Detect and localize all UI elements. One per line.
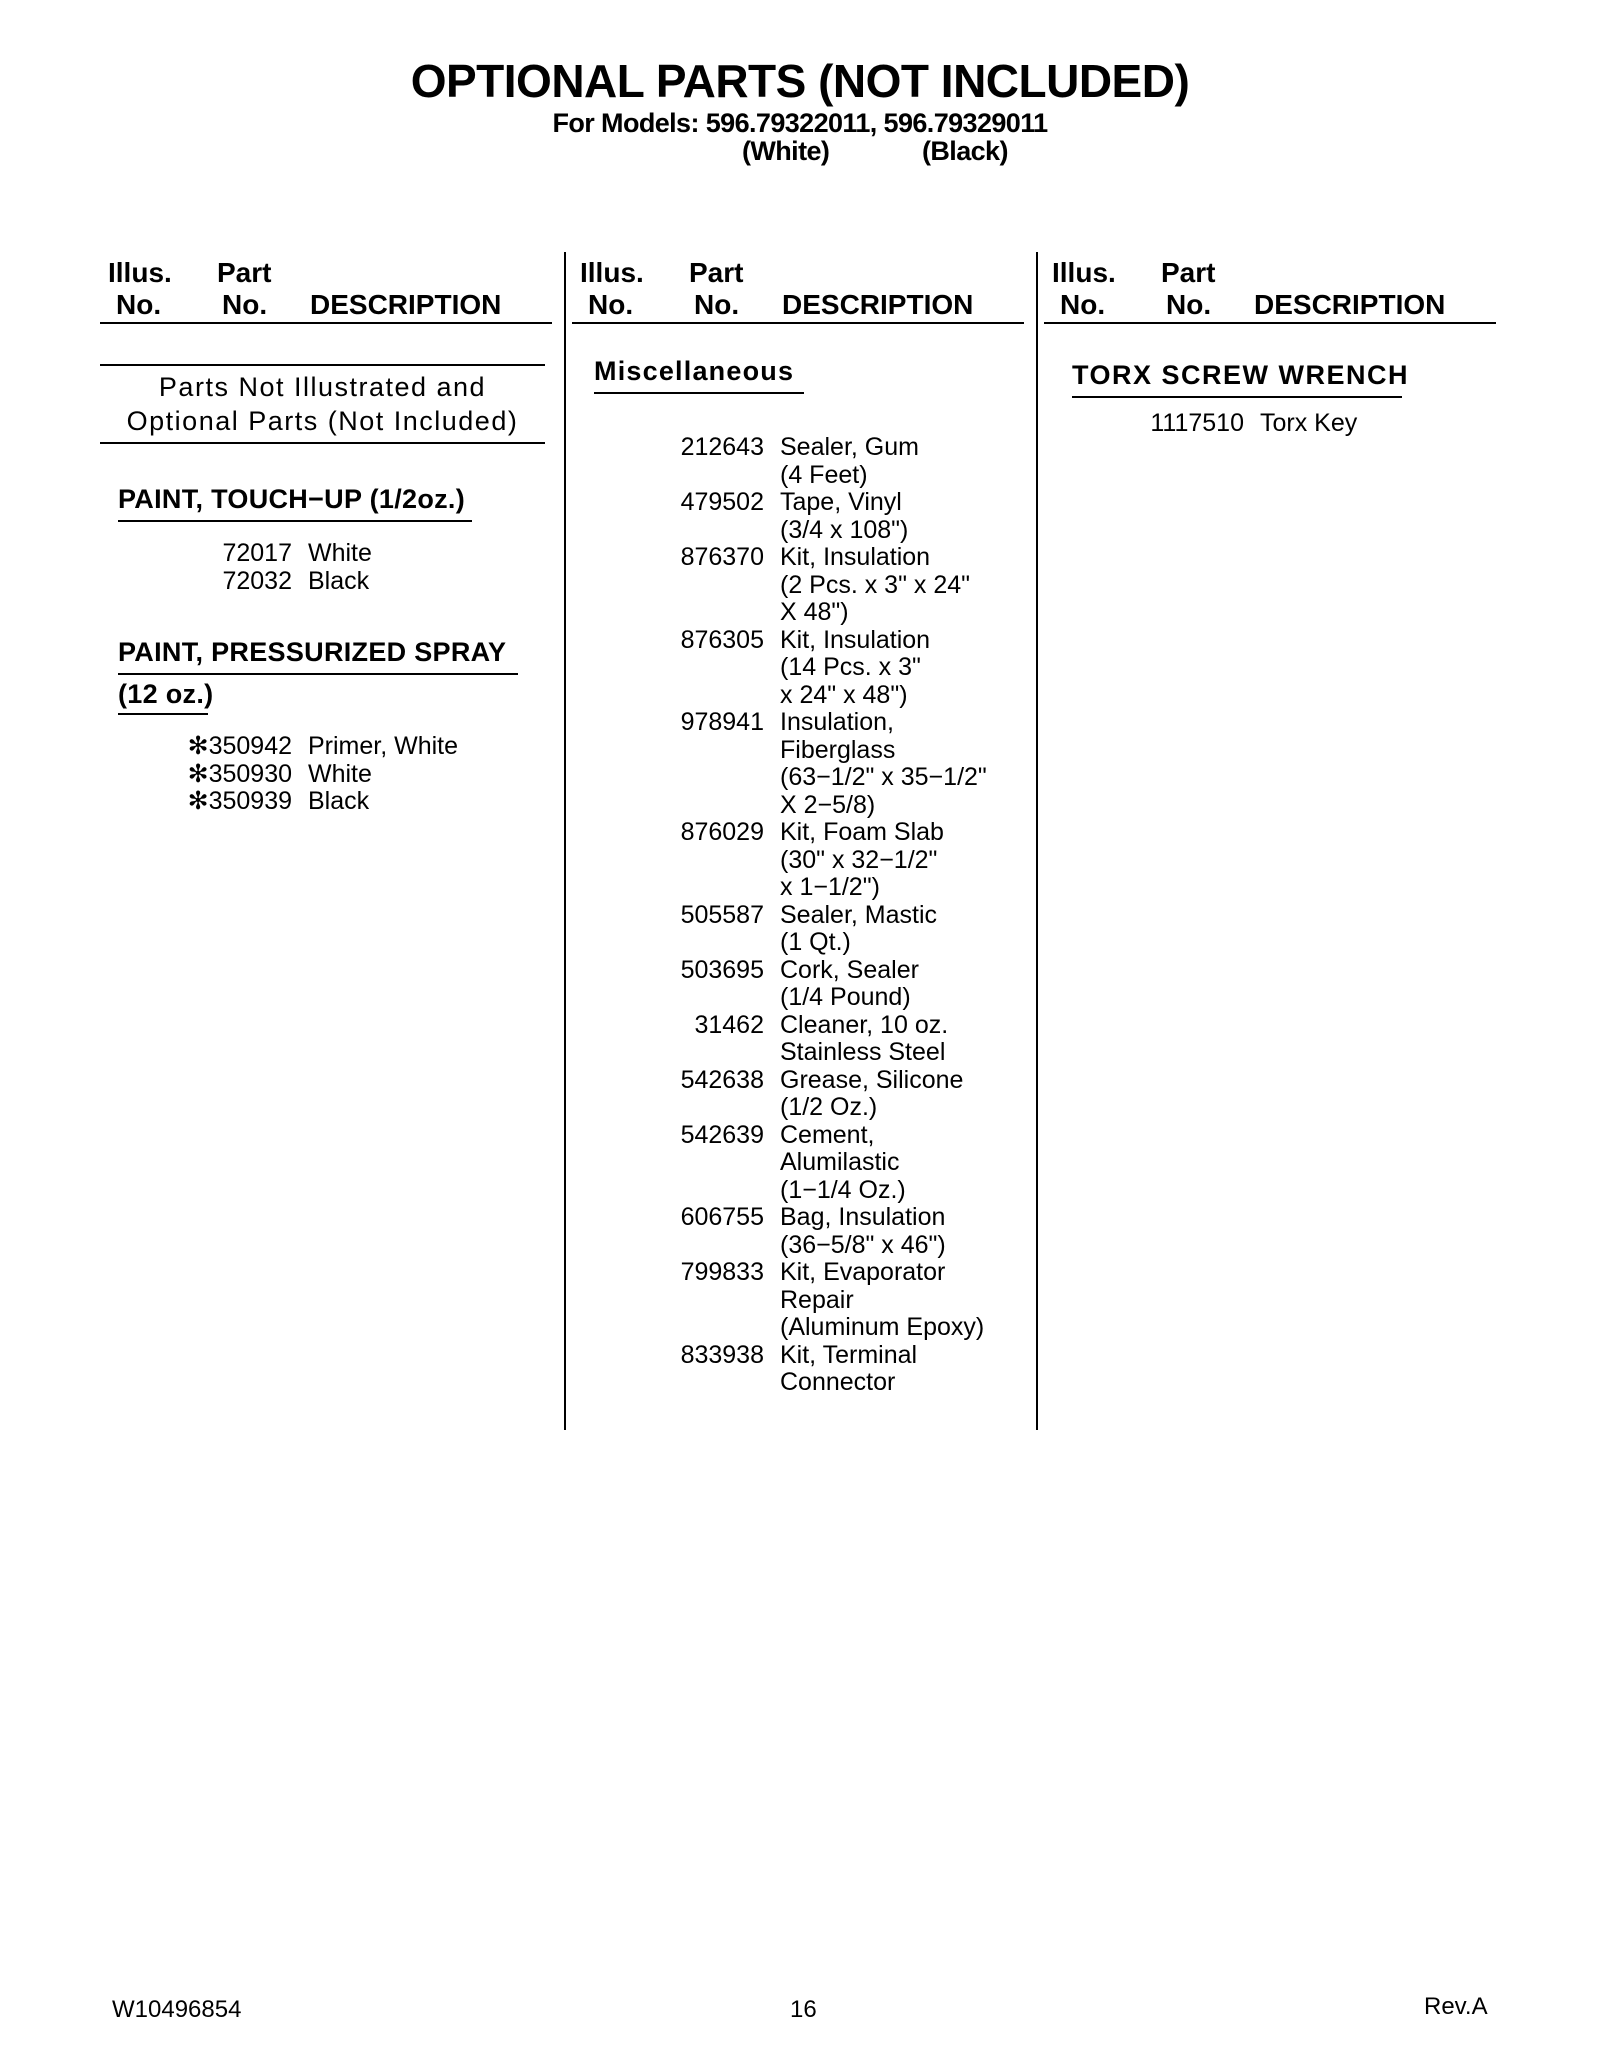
section-title-paint-spray-line2: (12 oz.)	[118, 679, 214, 709]
list-item	[118, 788, 552, 816]
list-item	[572, 929, 1024, 957]
illus-header-line2: No.	[588, 289, 634, 320]
column-divider-2	[1036, 252, 1038, 1430]
box-line-1: Parts Not Illustrated and	[158, 372, 487, 402]
list-item	[572, 819, 1024, 847]
list-item	[1044, 410, 1496, 438]
list-item	[572, 792, 1024, 820]
list-item	[572, 1204, 1024, 1232]
description-header: DESCRIPTION	[782, 289, 974, 320]
models-line: For Models: 596.79322011, 596.79329011	[552, 108, 1048, 138]
part-description: (63−1/2" x 35−1/2"	[780, 763, 987, 791]
not-illustrated-box	[100, 364, 545, 444]
list-item	[572, 1259, 1024, 1287]
section-torx	[1072, 358, 1496, 398]
part-header-line1: Part	[217, 257, 272, 288]
column-2-header	[572, 252, 1024, 324]
part-description: Cement,	[780, 1120, 875, 1149]
column-3-header	[1044, 252, 1496, 324]
list-item	[572, 709, 1024, 737]
part-description: (1/4 Pound)	[780, 983, 911, 1011]
part-number: ✻350930	[187, 759, 292, 788]
part-description: Tape, Vinyl	[780, 488, 902, 516]
list-item	[572, 1232, 1024, 1260]
list-item	[572, 627, 1024, 655]
list-item	[118, 761, 552, 789]
part-description: Torx Key	[1260, 409, 1358, 437]
list-item	[572, 654, 1024, 682]
list-item	[572, 957, 1024, 985]
part-number: 31462	[694, 1010, 764, 1039]
part-header-line1: Part	[689, 257, 744, 288]
part-header-line1: Part	[1161, 257, 1216, 288]
part-description: Alumilastic	[780, 1148, 900, 1176]
part-description: (4 Feet)	[780, 460, 868, 489]
part-description: Grease, Silicone	[780, 1065, 964, 1094]
part-number: 606755	[680, 1203, 764, 1231]
model-color-white: (White)	[742, 136, 830, 166]
part-description: Primer, White	[308, 732, 459, 760]
part-description: Cork, Sealer	[780, 955, 919, 984]
part-number: 72017	[222, 539, 292, 567]
part-number: 505587	[680, 900, 764, 929]
part-description: Kit, Terminal	[780, 1340, 918, 1369]
part-description: (3/4 x 108")	[780, 515, 909, 544]
misc-parts-list	[572, 434, 1024, 1397]
section-title-miscellaneous: Miscellaneous	[594, 356, 795, 386]
part-number: 978941	[680, 708, 764, 736]
part-description: Bag, Insulation	[780, 1203, 946, 1231]
section-title-torx: TORX SCREW WRENCH	[1072, 360, 1410, 390]
part-description: (1/2 Oz.)	[780, 1093, 878, 1121]
part-description: Stainless Steel	[780, 1038, 946, 1066]
section-miscellaneous	[594, 354, 1024, 394]
list-item	[572, 874, 1024, 902]
description-header: DESCRIPTION	[1254, 289, 1446, 320]
list-item	[572, 1177, 1024, 1205]
part-description: Sealer, Mastic	[780, 900, 938, 929]
list-item	[118, 733, 552, 761]
part-description: x 24" x 48")	[780, 680, 908, 709]
description-header: DESCRIPTION	[310, 289, 502, 320]
part-number: 833938	[680, 1340, 764, 1369]
part-description: (30" x 32−1/2"	[780, 845, 938, 874]
box-line-2: Optional Parts (Not Included)	[126, 406, 519, 436]
list-item	[572, 902, 1024, 930]
part-header-line2: No.	[222, 289, 268, 320]
list-item	[572, 1287, 1024, 1315]
revision: Rev.A	[1424, 1993, 1488, 2020]
part-description: Black	[308, 787, 370, 815]
list-item	[572, 434, 1024, 462]
part-description: (1 Qt.)	[780, 928, 851, 956]
list-item	[572, 1094, 1024, 1122]
part-number: 799833	[680, 1258, 764, 1286]
part-header-line2: No.	[1166, 289, 1212, 320]
part-description: (2 Pcs. x 3" x 24"	[780, 570, 971, 599]
column-2	[572, 252, 1024, 1397]
list-item	[572, 462, 1024, 490]
part-number: 72032	[222, 566, 292, 595]
part-description: X 48")	[780, 598, 849, 626]
illus-header-line1: Illus.	[1052, 257, 1116, 288]
column-divider-1	[564, 252, 566, 1430]
list-item	[572, 1149, 1024, 1177]
column-1-header	[100, 252, 552, 324]
part-description: (Aluminum Epoxy)	[780, 1313, 985, 1341]
part-description: White	[308, 759, 372, 788]
section-underline	[118, 520, 472, 522]
section-underline	[594, 392, 804, 394]
list-item	[572, 1314, 1024, 1342]
illus-header-line1: Illus.	[580, 257, 644, 288]
part-description: x 1−1/2")	[780, 873, 880, 901]
list-item	[572, 1342, 1024, 1370]
section-underline	[1072, 396, 1402, 398]
section-underline	[118, 713, 208, 715]
list-item	[572, 572, 1024, 600]
part-number: ✻350942	[187, 732, 292, 760]
part-description: Connector	[780, 1368, 896, 1396]
part-description: White	[308, 539, 372, 567]
list-item	[572, 847, 1024, 875]
part-description: Repair	[780, 1285, 854, 1314]
model-colors	[0, 136, 1600, 168]
list-item	[572, 544, 1024, 572]
part-description: Sealer, Gum	[780, 433, 919, 461]
part-number: 876029	[680, 818, 764, 846]
part-description: Kit, Evaporator	[780, 1258, 946, 1286]
part-number: 876305	[680, 625, 764, 654]
part-description: Kit, Insulation	[780, 625, 931, 654]
part-number: 542638	[680, 1065, 764, 1094]
page-number: 16	[790, 1996, 817, 2023]
page-title: OPTIONAL PARTS (NOT INCLUDED)	[410, 55, 1190, 107]
list-item	[572, 1067, 1024, 1095]
section-paint-spray	[118, 635, 552, 816]
list-item	[572, 1369, 1024, 1397]
part-number: 503695	[680, 955, 764, 984]
part-description: Fiberglass	[780, 735, 896, 764]
list-item	[572, 682, 1024, 710]
list-item	[572, 489, 1024, 517]
part-number: 212643	[680, 433, 764, 461]
part-number: 876370	[680, 543, 764, 571]
part-number: 542639	[680, 1120, 764, 1149]
list-item	[572, 737, 1024, 765]
section-title-paint-spray-line1: PAINT, PRESSURIZED SPRAY	[118, 637, 507, 667]
list-item	[572, 1012, 1024, 1040]
part-number: ✻350939	[187, 787, 292, 815]
part-description: (14 Pcs. x 3"	[780, 653, 921, 681]
part-description: Black	[308, 566, 370, 595]
illus-header-line2: No.	[1060, 289, 1106, 320]
part-number: 479502	[680, 488, 764, 516]
part-description: Cleaner, 10 oz.	[780, 1010, 949, 1039]
part-description: (36−5/8" x 46")	[780, 1230, 946, 1259]
part-description: Kit, Foam Slab	[780, 818, 944, 846]
illus-header-line2: No.	[116, 289, 162, 320]
part-description: Kit, Insulation	[780, 543, 931, 571]
column-3	[1044, 252, 1496, 438]
list-item	[572, 764, 1024, 792]
column-1	[100, 252, 552, 816]
section-underline	[118, 673, 518, 675]
section-paint-touchup	[118, 482, 552, 595]
list-item	[572, 1122, 1024, 1150]
section-title-paint-touchup: PAINT, TOUCH−UP (1/2oz.)	[118, 484, 466, 514]
list-item	[572, 984, 1024, 1012]
model-color-black: (Black)	[922, 136, 1008, 166]
list-item	[572, 1039, 1024, 1067]
list-item	[118, 568, 552, 596]
part-number: 1117510	[1150, 409, 1244, 437]
document-number: W10496854	[112, 1996, 242, 2023]
illus-header-line1: Illus.	[108, 257, 172, 288]
part-description: X 2−5/8)	[780, 790, 876, 819]
list-item	[118, 540, 552, 568]
part-description: (1−1/4 Oz.)	[780, 1175, 906, 1204]
part-header-line2: No.	[694, 289, 740, 320]
part-description: Insulation,	[780, 708, 894, 736]
list-item	[572, 517, 1024, 545]
list-item	[572, 599, 1024, 627]
